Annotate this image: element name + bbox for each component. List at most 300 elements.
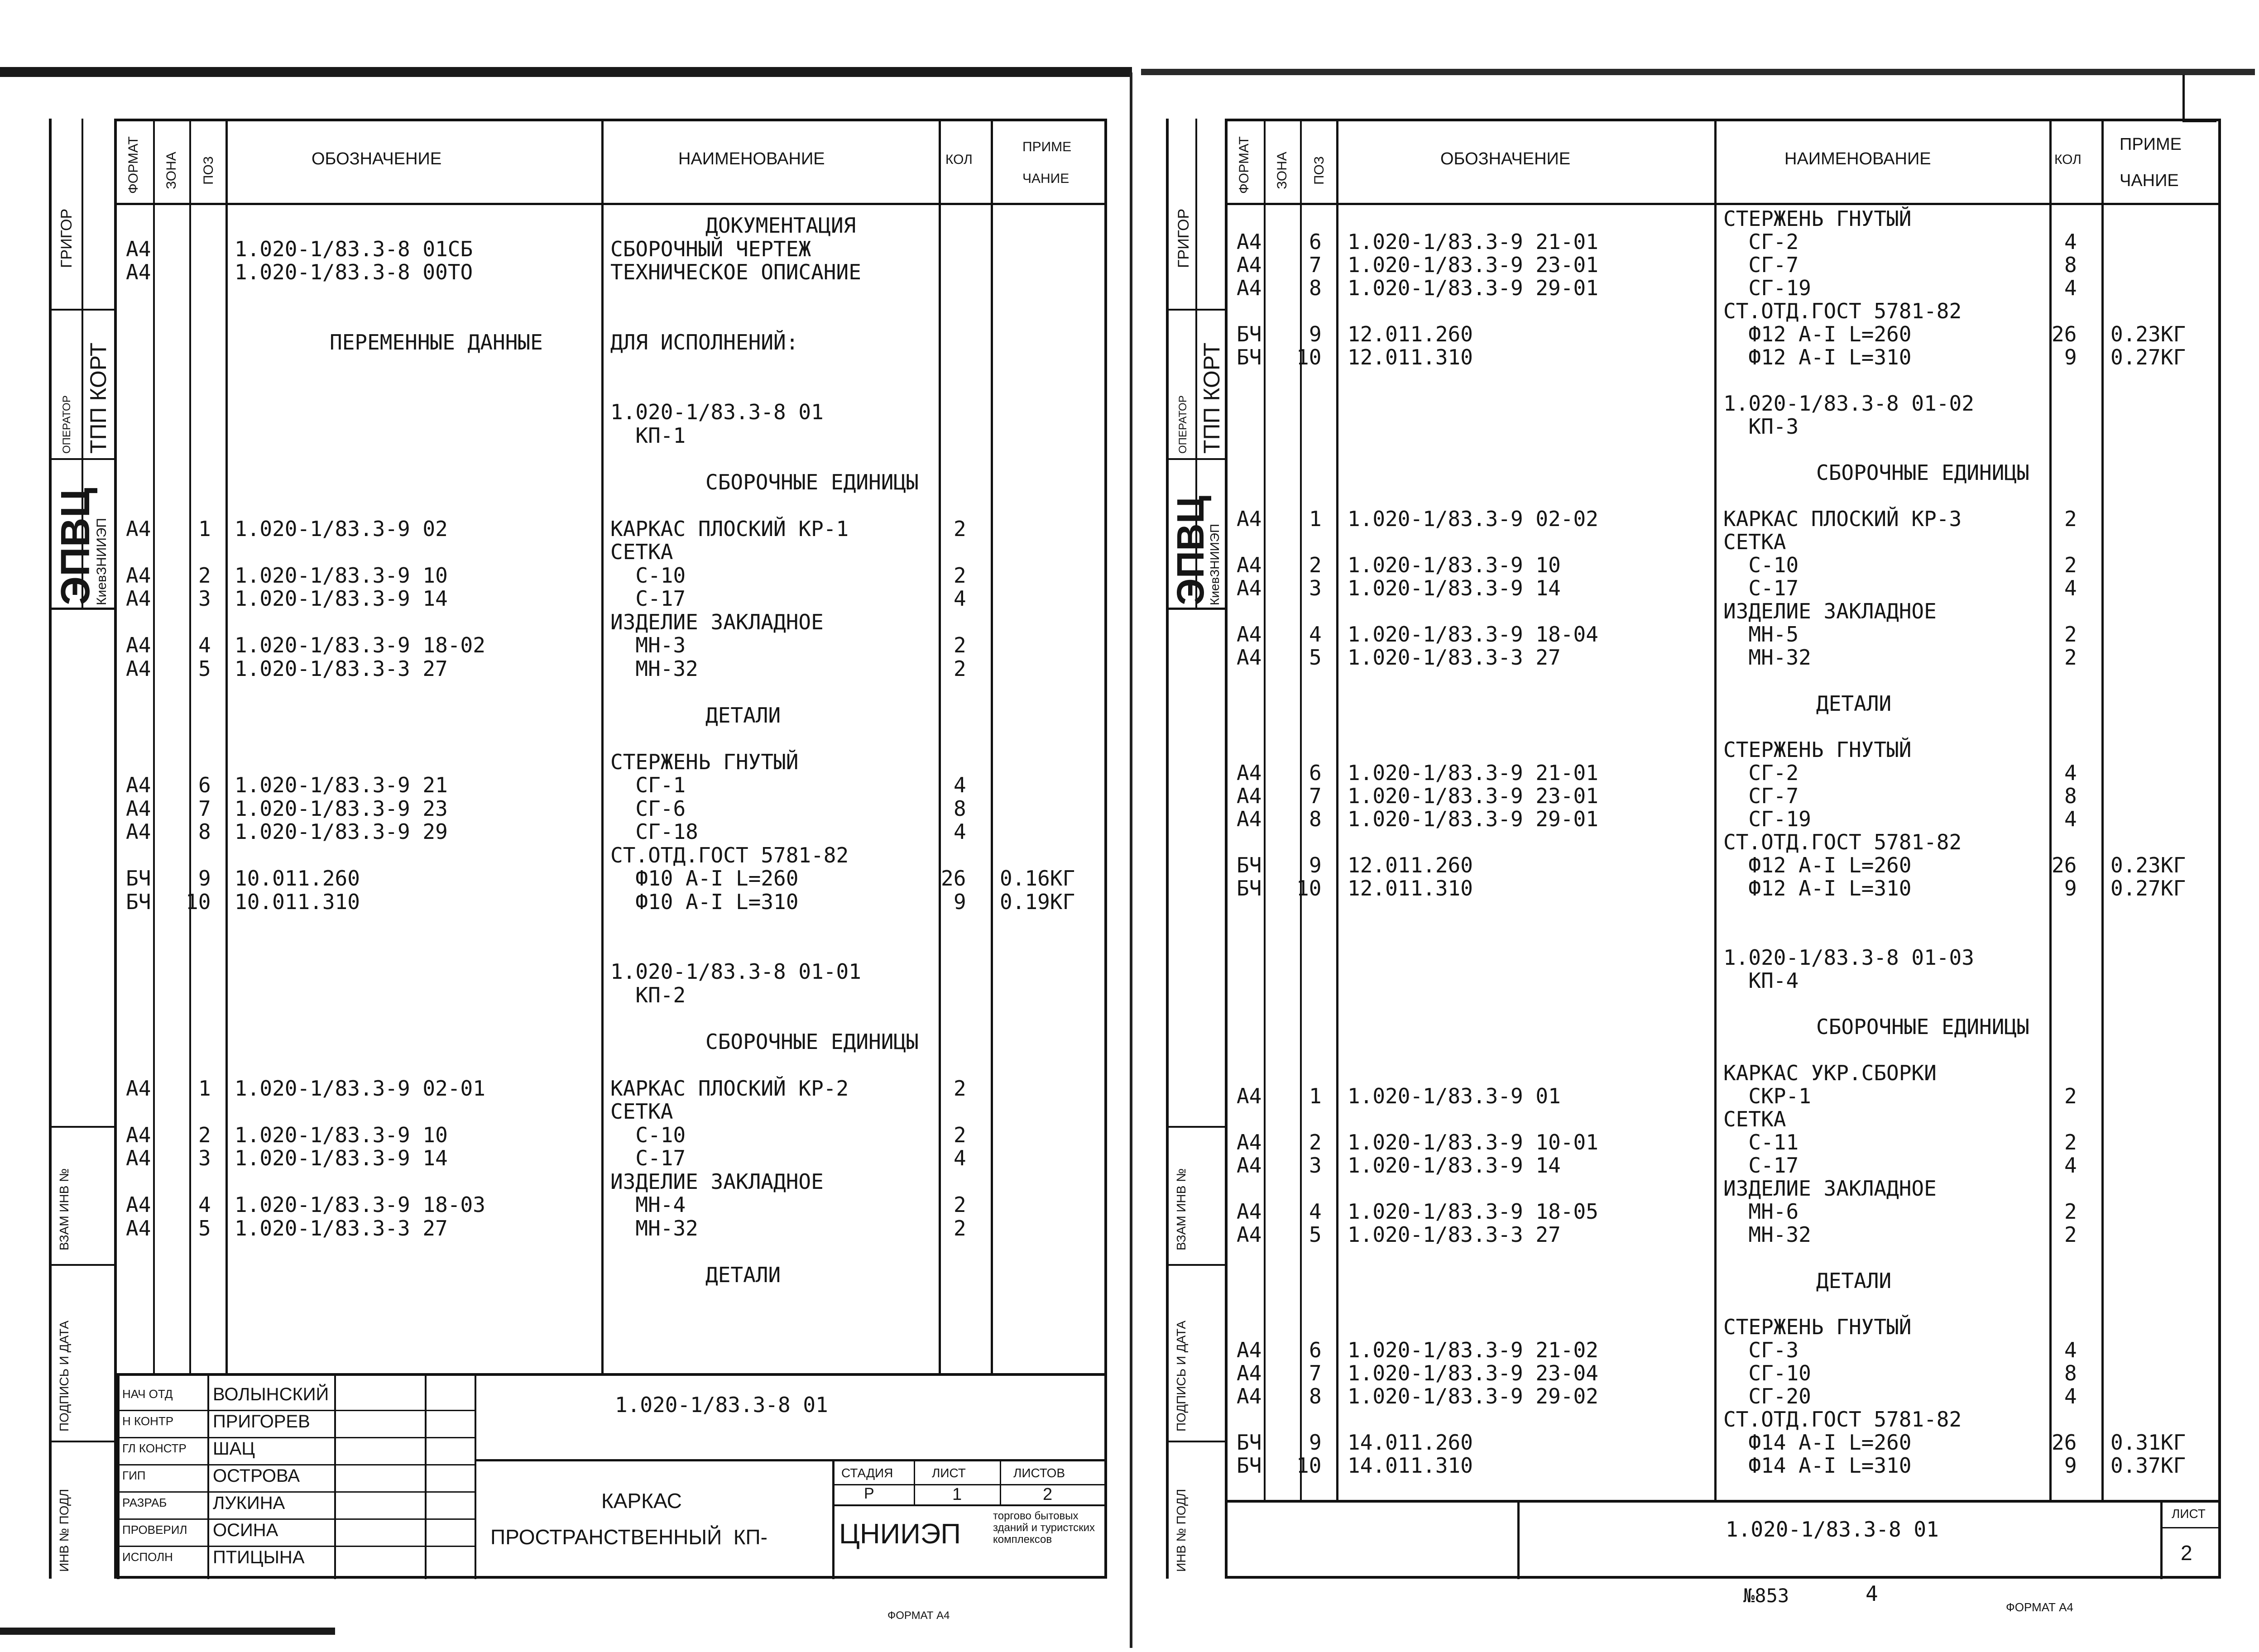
row-name: МН-3	[610, 633, 686, 657]
row-designation: 1.020-1/83.3-9 18-02	[235, 633, 485, 657]
row-quantity: 4	[2064, 1153, 2077, 1178]
row-quantity: 2	[954, 516, 966, 541]
signature-role: ГЛ КОНСТР	[122, 1441, 187, 1455]
row-quantity: 26	[2052, 322, 2077, 346]
row-position: 3	[198, 586, 211, 611]
stamp-epvc: ЭПВЦ	[53, 488, 98, 605]
row-position: 10	[186, 889, 211, 914]
title-block-sheet-value: 1	[952, 1485, 962, 1504]
title-block-sheet-value: 2	[2181, 1541, 2192, 1565]
row-position: 7	[1309, 784, 1322, 808]
signature-row-line	[117, 1437, 475, 1438]
row-name: КП-3	[1723, 414, 1799, 439]
signature-name: ЛУКИНА	[213, 1493, 285, 1513]
row-name: МН-4	[610, 1192, 686, 1217]
row-designation: 12.011.310	[1348, 876, 1473, 900]
row-format: А4	[126, 656, 151, 681]
row-name: КП-1	[610, 423, 686, 448]
row-name: С-17	[1723, 576, 1799, 600]
title-block-sheets-value: 2	[1043, 1485, 1053, 1504]
row-quantity: 2	[954, 1192, 966, 1217]
row-format: А4	[1237, 1361, 1262, 1385]
row-designation: 1.020-1/83.3-9 23	[235, 796, 448, 821]
section-heading: ДЕТАЛИ	[1816, 1269, 1892, 1293]
row-name: СГ-7	[1723, 253, 1799, 277]
row-designation: 1.020-1/83.3-9 18-04	[1348, 622, 1598, 646]
row-position: 8	[1309, 276, 1322, 300]
row-format: А4	[126, 236, 151, 261]
row-quantity: 4	[2064, 1338, 2077, 1362]
row-quantity: 2	[954, 1122, 966, 1147]
row-designation: 1.020-1/83.3-9 10	[235, 1122, 448, 1147]
row-designation: 1.020-1/83.3-9 14	[235, 586, 448, 611]
stamp-kiev: КиевЗНИИЭП	[94, 518, 109, 605]
row-designation: 1.020-1/83.3-9 10-01	[1348, 1130, 1598, 1154]
row-position: 2	[198, 1122, 211, 1147]
row-quantity: 2	[2064, 507, 2077, 531]
row-name: С-10	[610, 563, 686, 588]
row-quantity: 2	[2064, 1130, 2077, 1154]
row-position: 3	[198, 1146, 211, 1170]
row-quantity: 2	[2064, 622, 2077, 646]
row-quantity: 4	[2064, 807, 2077, 831]
row-name: СГ-19	[1723, 276, 1811, 300]
row-name: МН-32	[1723, 1222, 1811, 1247]
row-format: А4	[1237, 645, 1262, 670]
row-name: СГ-10	[1723, 1361, 1811, 1385]
title-block-sheet-label: ЛИСТ	[2172, 1507, 2206, 1521]
right-format-label: ФОРМАТ А4	[2006, 1600, 2073, 1614]
stamp-epvc: ЭПВЦ	[1169, 495, 1212, 605]
scan-edge-top	[0, 67, 1132, 77]
row-format: БЧ	[126, 889, 151, 914]
row-format: БЧ	[126, 866, 151, 891]
row-quantity: 2	[2064, 1199, 2077, 1224]
row-position: 10	[1296, 1453, 1322, 1478]
row-format: А4	[1237, 622, 1262, 646]
row-quantity: 8	[2064, 253, 2077, 277]
row-name: КП-4	[1723, 968, 1799, 993]
row-quantity: 2	[2064, 645, 2077, 670]
row-format: А4	[126, 586, 151, 611]
row-name: С-10	[610, 1122, 686, 1147]
row-format: А4	[126, 563, 151, 588]
row-name: ТЕХНИЧЕСКОЕ ОПИСАНИЕ	[610, 260, 861, 284]
row-designation: 1.020-1/83.3-9 29	[235, 819, 448, 844]
title-block-doc-number: 1.020-1/83.3-8 01	[1726, 1517, 1939, 1542]
row-designation: 1.020-1/83.3-9 18-03	[235, 1192, 485, 1217]
row-quantity: 4	[954, 773, 966, 797]
row-position: 5	[1309, 645, 1322, 670]
row-name: СКР-1	[1723, 1084, 1811, 1108]
stamp-operator: ОПЕРАТОР	[1177, 395, 1189, 454]
row-name: СТЕРЖЕНЬ ГНУТЫЙ	[1723, 737, 1912, 762]
stamp-inv: ИНВ № ПОДЛ	[1174, 1489, 1188, 1572]
row-designation: 1.020-1/83.3-9 10	[1348, 553, 1561, 577]
header-format: ФОРМАТ	[126, 136, 141, 194]
row-quantity: 9	[2064, 345, 2077, 369]
row-quantity: 26	[2052, 853, 2077, 877]
header-note-2: ЧАНИЕ	[1022, 171, 1070, 186]
row-designation: 1.020-1/83.3-9 02-01	[235, 1076, 485, 1101]
row-position: 8	[1309, 807, 1322, 831]
row-name: СЕТКА	[610, 540, 673, 564]
row-quantity: 26	[941, 866, 966, 891]
row-format: БЧ	[1237, 876, 1262, 900]
row-name: СЕТКА	[1723, 1107, 1786, 1131]
stamp-podpis: ПОДПИСЬ И ДАТА	[1174, 1320, 1188, 1432]
row-name: СГ-19	[1723, 807, 1811, 831]
row-name: Ф10 А-I L=310	[610, 889, 799, 914]
row-designation: 1.020-1/83.3-9 02	[235, 516, 448, 541]
section-heading: СБОРОЧНЫЕ ЕДИНИЦЫ	[705, 469, 919, 494]
row-name: СГ-1	[610, 773, 686, 797]
signature-row-line	[117, 1410, 475, 1411]
row-designation: 1.020-1/83.3-9 10	[235, 563, 448, 588]
row-format: А4	[126, 1076, 151, 1101]
row-note: 0.19КГ	[1000, 889, 1075, 914]
row-name: СТ.ОТД.ГОСТ 5781-82	[610, 843, 849, 867]
row-designation: 1.020-1/83.3-9 29-01	[1348, 807, 1598, 831]
row-name: СГ-7	[1723, 784, 1799, 808]
row-designation: 1.020-1/83.3-9 21	[235, 773, 448, 797]
scan-edge-top-right	[1141, 69, 2255, 75]
row-name: МН-6	[1723, 1199, 1799, 1224]
title-block-stage-value: Р	[864, 1485, 874, 1502]
row-format: А4	[126, 796, 151, 821]
row-position: 5	[1309, 1222, 1322, 1247]
row-format: БЧ	[1237, 853, 1262, 877]
title-block-sheet-label: ЛИСТ	[932, 1466, 966, 1480]
stamp-vzam: ВЗАМ ИНВ №	[57, 1168, 71, 1250]
row-format: А4	[126, 1192, 151, 1217]
row-name: КАРКАС ПЛОСКИЙ КР-1	[610, 516, 849, 541]
row-position: 1	[198, 1076, 211, 1101]
header-pos: ПОЗ	[1312, 156, 1327, 185]
signature-role: НАЧ ОТД	[122, 1387, 173, 1401]
row-name: СЕТКА	[1723, 530, 1786, 554]
row-designation: 10.011.310	[235, 889, 360, 914]
row-position: 7	[198, 796, 211, 821]
row-position: 3	[1309, 576, 1322, 600]
row-format: А4	[1237, 1338, 1262, 1362]
signature-role: ПРОВЕРИЛ	[122, 1523, 187, 1537]
row-name: СТ.ОТД.ГОСТ 5781-82	[1723, 830, 1962, 854]
row-format: А4	[126, 1122, 151, 1147]
stamp-grigor: ГРИГОР	[58, 208, 75, 268]
row-name: СТЕРЖЕНЬ ГНУТЫЙ	[1723, 206, 1912, 231]
signature-row-line	[117, 1464, 475, 1465]
section-heading: СБОРОЧНЫЕ ЕДИНИЦЫ	[1816, 460, 2029, 485]
row-position: 6	[1309, 230, 1322, 254]
row-quantity: 9	[2064, 1453, 2077, 1478]
row-name: С-17	[1723, 1153, 1799, 1178]
section-heading: ДЕТАЛИ	[1816, 691, 1892, 716]
left-format-label: ФОРМАТ А4	[887, 1609, 950, 1622]
row-name: ИЗДЕЛИЕ ЗАКЛАДНОЕ	[610, 609, 824, 634]
row-name: ИЗДЕЛИЕ ЗАКЛАДНОЕ	[1723, 599, 1937, 623]
row-name: СГ-3	[1723, 1338, 1799, 1362]
stamp-vzam: ВЗАМ ИНВ №	[1174, 1168, 1188, 1250]
row-position: 2	[1309, 1130, 1322, 1154]
row-format: А4	[1237, 1222, 1262, 1247]
row-quantity: 4	[2064, 230, 2077, 254]
row-position: 4	[1309, 1199, 1322, 1224]
row-designation: 1.020-1/83.3-8 01СБ	[235, 236, 473, 261]
row-designation: 1.020-1/83.3-9 02-02	[1348, 507, 1598, 531]
row-name: СТ.ОТД.ГОСТ 5781-82	[1723, 299, 1962, 323]
row-name: МН-32	[610, 656, 698, 681]
row-quantity: 2	[2064, 553, 2077, 577]
row-name: 1.020-1/83.3-8 01-02	[1723, 391, 1974, 416]
row-name: КАРКАС ПЛОСКИЙ КР-3	[1723, 507, 1962, 531]
row-position: 2	[198, 563, 211, 588]
row-format: А4	[1237, 1384, 1262, 1408]
row-name: Ф12 А-I L=260	[1723, 853, 1912, 877]
row-name: КП-2	[610, 982, 686, 1007]
title-block-doc-number: 1.020-1/83.3-8 01	[615, 1393, 828, 1417]
signature-role: Н КОНТР	[122, 1414, 174, 1428]
row-position: 7	[1309, 1361, 1322, 1385]
row-note: 0.31КГ	[2110, 1430, 2186, 1455]
row-name: 1.020-1/83.3-8 01-01	[610, 959, 861, 984]
row-name: СТЕРЖЕНЬ ГНУТЫЙ	[610, 749, 799, 774]
footer-page: 4	[1866, 1581, 1878, 1606]
row-designation: 1.020-1/83.3-9 29-01	[1348, 276, 1598, 300]
row-designation: 1.020-1/83.3-3 27	[235, 656, 448, 681]
row-note: 0.27КГ	[2110, 876, 2186, 900]
stamp-ttp-kort: ТПП КОРТ	[1199, 342, 1224, 454]
row-name: СГ-2	[1723, 761, 1799, 785]
section-heading: ДЕТАЛИ	[705, 703, 781, 728]
row-designation: ПЕРЕМЕННЫЕ ДАННЫЕ	[330, 330, 543, 354]
stamp-ttp-kort: ТПП КОРТ	[86, 342, 111, 454]
row-designation: 1.020-1/83.3-3 27	[1348, 645, 1561, 670]
org-subtitle: торгово бытовых зданий и туристских комплексов	[993, 1510, 1095, 1546]
row-format: А4	[126, 260, 151, 284]
row-name: С-17	[610, 1146, 686, 1170]
row-designation: 14.011.310	[1348, 1453, 1473, 1478]
row-format: А4	[1237, 553, 1262, 577]
title-block-title-1: КАРКАС	[601, 1489, 682, 1513]
row-format: А4	[1237, 807, 1262, 831]
row-position: 9	[1309, 1430, 1322, 1455]
row-format: А4	[126, 633, 151, 657]
row-position: 3	[1309, 1153, 1322, 1178]
row-position: 9	[1309, 322, 1322, 346]
header-designation: ОБОЗНАЧЕНИЕ	[312, 149, 442, 168]
footer-number: №853	[1743, 1585, 1789, 1607]
row-position: 8	[198, 819, 211, 844]
row-position: 5	[198, 656, 211, 681]
signature-role: ГИП	[122, 1469, 146, 1482]
header-format: ФОРМАТ	[1237, 136, 1252, 194]
row-designation: 1.020-1/83.3-9 29-02	[1348, 1384, 1598, 1408]
row-designation: 12.011.260	[1348, 322, 1473, 346]
row-note: 0.23КГ	[2110, 853, 2186, 877]
row-format: А4	[1237, 507, 1262, 531]
row-position: 7	[1309, 253, 1322, 277]
row-designation: 1.020-1/83.3-9 23-04	[1348, 1361, 1598, 1385]
row-name: СЕТКА	[610, 1099, 673, 1124]
row-name: Ф12 А-I L=310	[1723, 876, 1912, 900]
row-position: 8	[1309, 1384, 1322, 1408]
row-quantity: 4	[2064, 1384, 2077, 1408]
row-quantity: 9	[954, 889, 966, 914]
row-position: 1	[1309, 1084, 1322, 1108]
row-designation: 14.011.260	[1348, 1430, 1473, 1455]
row-name: МН-32	[610, 1216, 698, 1240]
row-name: Ф12 А-I L=260	[1723, 322, 1912, 346]
section-heading: СБОРОЧНЫЕ ЕДИНИЦЫ	[1816, 1015, 2029, 1039]
stamp-inv: ИНВ № ПОДЛ	[57, 1489, 71, 1572]
row-quantity: 2	[954, 563, 966, 588]
row-designation: 1.020-1/83.3-9 01	[1348, 1084, 1561, 1108]
row-position: 5	[198, 1216, 211, 1240]
row-format: А4	[1237, 276, 1262, 300]
page-divider	[1130, 72, 1132, 1648]
row-designation: 1.020-1/83.3-9 23-01	[1348, 253, 1598, 277]
row-designation: 12.011.260	[1348, 853, 1473, 877]
row-quantity: 4	[954, 1146, 966, 1170]
row-name: С-11	[1723, 1130, 1799, 1154]
stamp-grigor: ГРИГОР	[1175, 208, 1192, 268]
row-format: А4	[1237, 253, 1262, 277]
left-spec-sheet	[114, 119, 1107, 1579]
title-block-title-2: ПРОСТРАНСТВЕННЫЙ КП-	[490, 1525, 767, 1549]
row-position: 9	[1309, 853, 1322, 877]
row-quantity: 4	[2064, 576, 2077, 600]
row-quantity: 2	[954, 656, 966, 681]
row-designation: 1.020-1/83.3-9 23-01	[1348, 784, 1598, 808]
row-format: А4	[1237, 576, 1262, 600]
header-note-1: ПРИМЕ	[1022, 139, 1072, 154]
row-name: СГ-6	[610, 796, 686, 821]
row-position: 9	[198, 866, 211, 891]
row-quantity: 4	[954, 819, 966, 844]
stamp-kiev: КиевЗНИИЭП	[1208, 523, 1222, 605]
row-designation: 1.020-1/83.3-9 21-02	[1348, 1338, 1598, 1362]
row-name: ИЗДЕЛИЕ ЗАКЛАДНОЕ	[1723, 1176, 1937, 1201]
row-designation: 1.020-1/83.3-9 14	[1348, 576, 1561, 600]
row-position: 10	[1296, 876, 1322, 900]
row-name: 1.020-1/83.3-8 01	[610, 400, 824, 424]
row-designation: 1.020-1/83.3-9 14	[235, 1146, 448, 1170]
row-quantity: 4	[954, 586, 966, 611]
row-format: А4	[126, 773, 151, 797]
row-quantity: 2	[954, 633, 966, 657]
row-format: А4	[126, 1216, 151, 1240]
row-name: СГ-18	[610, 819, 698, 844]
row-format: А4	[1237, 1199, 1262, 1224]
header-name: НАИМЕНОВАНИЕ	[678, 149, 825, 168]
row-position: 1	[1309, 507, 1322, 531]
row-position: 6	[1309, 761, 1322, 785]
row-name: СБОРОЧНЫЙ ЧЕРТЕЖ	[610, 236, 811, 261]
row-quantity: 2	[2064, 1084, 2077, 1108]
row-quantity: 9	[2064, 876, 2077, 900]
row-designation: 1.020-1/83.3-8 00ТО	[235, 260, 473, 284]
row-format: А4	[126, 516, 151, 541]
row-quantity: 8	[2064, 784, 2077, 808]
row-designation: 1.020-1/83.3-9 14	[1348, 1153, 1561, 1178]
signature-role: РАЗРАБ	[122, 1496, 167, 1509]
row-quantity: 2	[954, 1076, 966, 1101]
row-position: 1	[198, 516, 211, 541]
section-heading: ДЕТАЛИ	[705, 1262, 781, 1287]
row-name: С-10	[1723, 553, 1799, 577]
row-name: МН-32	[1723, 645, 1811, 670]
signature-name: ОСТРОВА	[213, 1466, 300, 1486]
row-position: 6	[198, 773, 211, 797]
title-block-stage-label: СТАДИЯ	[841, 1466, 893, 1480]
signature-name: ОСИНА	[213, 1520, 278, 1540]
header-qty: КОЛ	[2054, 152, 2082, 167]
right-stamp-strip	[1166, 119, 1225, 1579]
signature-role: ИСПОЛН	[122, 1550, 173, 1564]
right-spec-sheet	[1225, 119, 2221, 1579]
signature-name: ПТИЦЫНА	[213, 1547, 305, 1567]
row-position: 2	[1309, 553, 1322, 577]
row-name: Ф14 А-I L=260	[1723, 1430, 1912, 1455]
signature-row-line	[117, 1546, 475, 1547]
row-note: 0.16КГ	[1000, 866, 1075, 891]
signature-name: ШАЦ	[213, 1439, 255, 1459]
signature-row-line	[117, 1518, 475, 1520]
row-note: 0.27КГ	[2110, 345, 2186, 369]
org-logo-text: ЦНИИЭП	[839, 1518, 961, 1550]
row-name: СГ-2	[1723, 230, 1799, 254]
row-name: СТ.ОТД.ГОСТ 5781-82	[1723, 1407, 1962, 1432]
row-position: 4	[198, 1192, 211, 1217]
row-format: А4	[1237, 784, 1262, 808]
row-format: А4	[1237, 761, 1262, 785]
section-heading: ДОКУМЕНТАЦИЯ	[705, 213, 856, 238]
row-position: 10	[1296, 345, 1322, 369]
row-name: ИЗДЕЛИЕ ЗАКЛАДНОЕ	[610, 1169, 824, 1194]
row-name: ДЛЯ ИСПОЛНЕНИЙ:	[610, 330, 799, 354]
row-format: А4	[1237, 1153, 1262, 1178]
row-name: МН-5	[1723, 622, 1799, 646]
corner-box	[2182, 75, 2216, 122]
row-name: 1.020-1/83.3-8 01-03	[1723, 945, 1974, 970]
row-designation: 10.011.260	[235, 866, 360, 891]
row-quantity: 8	[954, 796, 966, 821]
row-position: 6	[1309, 1338, 1322, 1362]
row-format: БЧ	[1237, 1430, 1262, 1455]
row-format: А4	[1237, 1130, 1262, 1154]
row-format: А4	[1237, 1084, 1262, 1108]
header-note-1: ПРИМЕ	[2120, 135, 2182, 154]
row-note: 0.37КГ	[2110, 1453, 2186, 1478]
header-note-2: ЧАНИЕ	[2120, 171, 2179, 190]
row-name: Ф10 А-I L=260	[610, 866, 799, 891]
row-format: А4	[126, 1146, 151, 1170]
row-format: А4	[1237, 230, 1262, 254]
stamp-podpis: ПОДПИСЬ И ДАТА	[57, 1320, 71, 1432]
row-designation: 1.020-1/83.3-9 21-01	[1348, 761, 1598, 785]
row-name: СТЕРЖЕНЬ ГНУТЫЙ	[1723, 1315, 1912, 1339]
row-position: 4	[198, 633, 211, 657]
signature-name: ВОЛЫНСКИЙ	[213, 1384, 329, 1404]
row-designation: 1.020-1/83.3-9 18-05	[1348, 1199, 1598, 1224]
row-designation: 12.011.310	[1348, 345, 1473, 369]
signature-name: ПРИГОРЕВ	[213, 1412, 310, 1432]
row-name: СГ-20	[1723, 1384, 1811, 1408]
stamp-operator: ОПЕРАТОР	[61, 395, 73, 454]
row-format: БЧ	[1237, 345, 1262, 369]
signature-row-line	[117, 1491, 475, 1493]
